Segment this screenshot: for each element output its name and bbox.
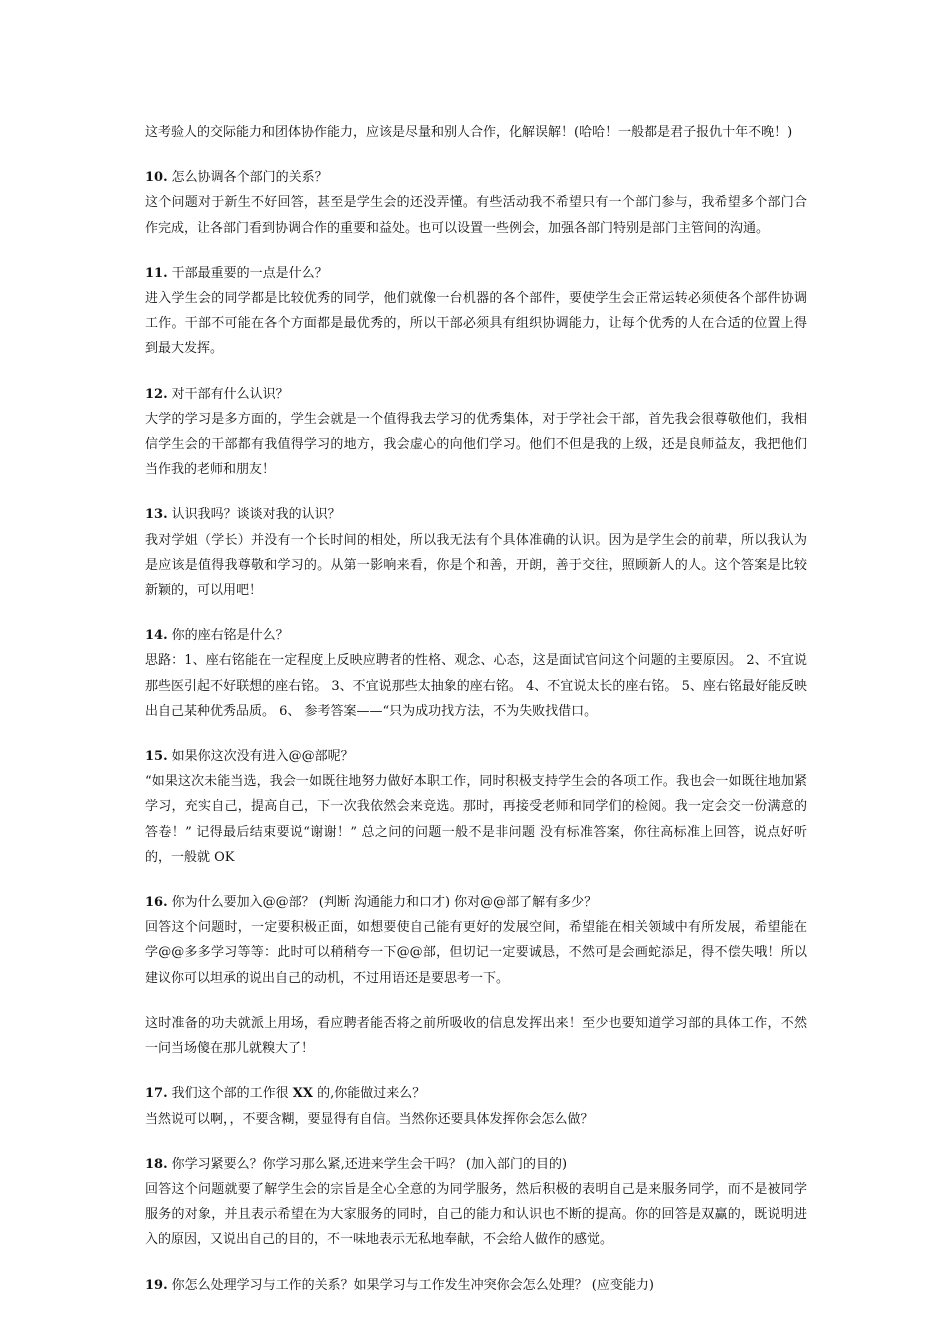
question-text: 你为什么要加入@@部？ (判断 沟通能力和口才) 你对@@部了解有多少？ [171, 895, 598, 911]
qa-item-16 [145, 890, 807, 991]
question-line [145, 165, 807, 190]
question-number: 18. [145, 1156, 168, 1172]
question-line [145, 502, 807, 527]
answer-text: “如果这次未能当选，我会一如既往地努力做好本职工作，同时积极支持学生会的各项工作。我也会一如既往地加紧学习，充实自己，提高自己，下一次我依然会来竞选。那时，再接受老师和同学们的检阅。我一定会交一份满意的答卷！” 记得最后结束要说“谢谢！” 总之问的问题一般不是非问题 没有标准答案，你往高标准上回答，说点好听的，一般就 OK [145, 774, 807, 865]
question-line [145, 1152, 807, 1177]
qa-item-13 [145, 502, 807, 603]
answer-text: 思路：1、座右铭能在一定程度上反映应聘者的性格、观念、心态，这是面试官问这个问题的主要原因。 2、不宜说那些医引起不好联想的座右铭。 3、不宜说那些太抽象的座右铭。 4、不宜说太长的座右铭。 5、座右铭最好能反映出自己某种优秀品质。 6、 参考答案——“只为成功找方法，不为失败找借口。 [145, 653, 807, 719]
answer-text: 进入学生会的同学都是比较优秀的同学，他们就像一台机器的各个部件，要使学生会正常运转必须使各个部件协调工作。干部不可能在各个方面都是最优秀的，所以干部必须具有组织协调能力，让每个优秀的人在合适的位置上得到最大发挥。 [145, 291, 807, 357]
question-number: 12. [145, 386, 168, 402]
question-number: 14. [145, 628, 168, 644]
question-number: 17. [145, 1086, 168, 1102]
answer-text: 回答这个问题时，一定要积极正面，如想要使自己能有更好的发展空间，希望能在相关领域中有所发展，希望能在学@@多多学习等等：此时可以稍稍夸一下@@部，但切记一定要诚恳，不然可是会画蛇添足，得不偿失哦！所以建议你可以坦承的说出自己的动机，不过用语还是要思考一下。 [145, 920, 807, 986]
document-page [145, 120, 807, 1318]
question-text: 如果你这次没有进入@@部呢？ [171, 749, 354, 765]
question-line [145, 382, 807, 407]
qa-item-12 [145, 382, 807, 483]
question-line [145, 744, 807, 769]
question-number: 15. [145, 749, 168, 765]
qa-item-19 [145, 1273, 807, 1298]
question-line [145, 1081, 807, 1106]
question-text: 怎么协调各个部门的关系？ [171, 170, 328, 186]
question-line [145, 623, 807, 648]
intro-text: 这考验人的交际能力和团体协作能力，应该是尽量和别人合作，化解误解！(哈哈！一般都是君子报仇十年不晚！) [145, 125, 793, 140]
answer-text: 这个问题对于新生不好回答，甚至是学生会的还没弄懂。有些活动我不希望只有一个部门参与，我希望多个部门合作完成，让各部门看到协调合作的重要和益处。也可以设置一些例会，加强各部门特别是部门主管间的沟通。 [145, 195, 807, 236]
question-text: 对干部有什么认识？ [171, 386, 289, 402]
intro-paragraph [145, 120, 807, 145]
qa-item-14 [145, 623, 807, 724]
question-line [145, 890, 807, 915]
question-text: 干部最重要的一点是什么？ [171, 265, 328, 281]
question-number: 10. [145, 170, 168, 186]
question-number: 13. [145, 507, 168, 523]
question-number: 16. [145, 895, 168, 911]
extra-paragraph [145, 1011, 807, 1061]
qa-item-18 [145, 1152, 807, 1253]
answer-text: 回答这个问题就要了解学生会的宗旨是全心全意的为同学服务，然后积极的表明自己是来服务同学，而不是被同学服务的对象，并且表示希望在为大家服务的同时，自己的能力和认识也不断的提高。你的回答是双赢的，既说明进入的原因，又说出自己的目的，不一味地表示无私地奉献，不会给人做作的感觉。 [145, 1181, 807, 1248]
answer-text: 大学的学习是多方面的，学生会就是一个值得我去学习的优秀集体，对于学社会干部，首先我会很尊敬他们，我相信学生会的干部都有我值得学习的地方，我会虚心的向他们学习。他们不但是我的上级，还是良师益友，我把他们当作我的老师和朋友！ [145, 411, 807, 478]
qa-item-17 [145, 1081, 807, 1131]
question-text-bold: XX [292, 1086, 313, 1102]
question-text-post: 的,你能做过来么？ [312, 1086, 426, 1102]
qa-item-10 [145, 165, 807, 241]
question-line [145, 1273, 807, 1298]
question-number: 11. [145, 265, 168, 281]
answer-text: 当然说可以啊，，不要含糊，要显得有自信。当然你还要具体发挥你会怎么做？ [145, 1111, 594, 1127]
qa-item-11 [145, 261, 807, 362]
qa-item-15 [145, 744, 807, 870]
question-number: 19. [145, 1277, 168, 1293]
question-text: 你学习紧要么？你学习那么紧,还进来学生会干吗？ (加入部门的目的) [171, 1156, 568, 1172]
extra-text: 这时准备的功夫就派上用场，看应聘者能否将之前所吸收的信息发挥出来！至少也要知道学习部的具体工作，不然一问当场傻在那儿就糗大了！ [145, 1015, 807, 1057]
question-text-pre: 我们这个部的工作很 [171, 1086, 293, 1102]
question-text: 你的座右铭是什么？ [171, 628, 289, 644]
answer-text: 我对学姐（学长）并没有一个长时间的相处，所以我无法有个具体准确的认识。因为是学生会的前辈，所以我认为是应该是值得我尊敬和学习的。从第一影响来看，你是个和善，开朗，善于交往，照顾新人的人。这个答案是比较新颖的，可以用吧！ [145, 532, 807, 599]
question-text: 认识我吗？谈谈对我的认识？ [171, 507, 341, 523]
question-line [145, 261, 807, 286]
question-text: 你怎么处理学习与工作的关系？如果学习与工作发生冲突你会怎么处理？ (应变能力) [171, 1277, 654, 1293]
